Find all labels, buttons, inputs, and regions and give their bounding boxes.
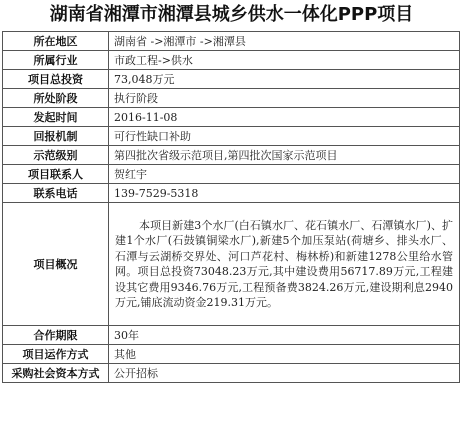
overview-text: 本项目新建3个水厂(白石镇水厂、花石镇水厂、石潭镇水厂)、扩建1个水厂(石鼓镇铜梁水厂),新建5个加压泵站(荷塘乡、排头水厂、石潭与云湖桥交界处、河口芦花村、梅林桥)和新建1278公里给水管网。项目总投资73048.23万元,其中建设费用56717.89万元,工程建设其它费用9346.76万元,工程预备费3824.26万元,建设期利息2940万元,铺底流动资金219.31万元。	[115, 218, 453, 309]
table-row	[3, 184, 460, 203]
table-row	[3, 364, 460, 383]
row-label-stage: 所处阶段	[3, 89, 109, 108]
row-label-overview: 项目概况	[3, 203, 109, 326]
page-title: 湖南省湘潭市湘潭县城乡供水一体化PPP项目	[49, 4, 414, 25]
row-value-contact-person: 贺红宇	[109, 165, 460, 184]
project-info-table	[2, 31, 460, 383]
row-label-procurement-method: 采购社会资本方式	[3, 364, 109, 383]
row-value-overview	[109, 203, 460, 326]
table-row	[3, 203, 460, 326]
row-label-cooperation-term: 合作期限	[3, 326, 109, 345]
row-label-total-investment: 项目总投资	[3, 70, 109, 89]
row-label-phone: 联系电话	[3, 184, 109, 203]
table-row	[3, 70, 460, 89]
table-row	[3, 326, 460, 345]
row-value-return-mechanism: 可行性缺口补助	[109, 127, 460, 146]
table-row	[3, 127, 460, 146]
row-value-stage: 执行阶段	[109, 89, 460, 108]
row-value-launch-date: 2016-11-08	[109, 108, 460, 127]
table-row	[3, 108, 460, 127]
row-value-region: 湖南省 ->湘潭市 ->湘潭县	[109, 32, 460, 51]
row-label-launch-date: 发起时间	[3, 108, 109, 127]
row-label-contact-person: 项目联系人	[3, 165, 109, 184]
table-row	[3, 89, 460, 108]
row-label-operation-mode: 项目运作方式	[3, 345, 109, 364]
table-row	[3, 32, 460, 51]
table-row	[3, 51, 460, 70]
table-row	[3, 345, 460, 364]
row-label-region: 所在地区	[3, 32, 109, 51]
row-label-industry: 所属行业	[3, 51, 109, 70]
row-value-operation-mode: 其他	[109, 345, 460, 364]
row-label-demo-level: 示范级别	[3, 146, 109, 165]
row-value-industry: 市政工程->供水	[109, 51, 460, 70]
row-value-total-investment: 73,048万元	[109, 70, 460, 89]
row-label-return-mechanism: 回报机制	[3, 127, 109, 146]
row-value-procurement-method: 公开招标	[109, 364, 460, 383]
table-row	[3, 146, 460, 165]
row-value-demo-level: 第四批次省级示范项目,第四批次国家示范项目	[109, 146, 460, 165]
row-value-cooperation-term: 30年	[109, 326, 460, 345]
table-row	[3, 165, 460, 184]
row-value-phone: 139-7529-5318	[109, 184, 460, 203]
